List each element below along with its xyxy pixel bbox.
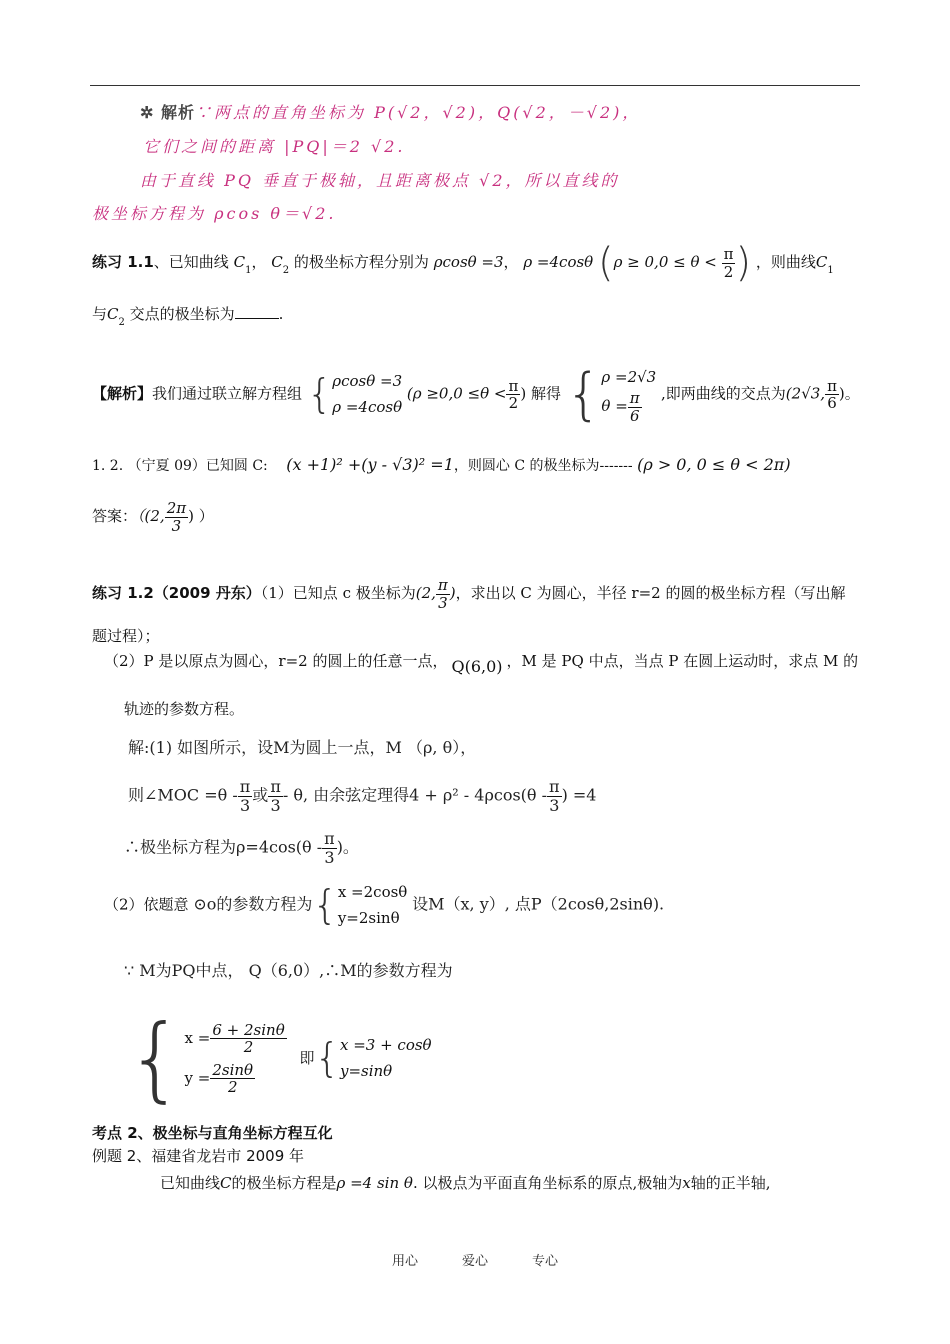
analysis-lead: ✲ 解析 — [140, 103, 195, 122]
parametric-system: { x = $\frac{6 + 2\sin\theta}{2}$ y = $\frac{2\sin\theta}{2}$ 即{ x =3 + cosθ y=sinθ — [126, 1005, 432, 1112]
solution-1-2-line-2: 则∠MOC =θ - $\frac{\pi}{3}$ 或 $\frac{\pi}{3}$ - θ, 由余弦定理得4 + ρ² - 4ρcos(θ - $\frac{\pi}{3}$ ) =4 — [128, 777, 597, 815]
exercise-1-1-cont: 与$C_2$ 交点的极坐标为 . — [92, 305, 284, 328]
solution-1-2-line-5: ∵ M为PQ中点， Q（6,0）,∴M的参数方程为 — [124, 961, 453, 980]
footer: 用心 爱心 专心 — [391, 1254, 559, 1269]
answer-line: 答案：（(2, $\frac{2\pi}{3}$ ) ） — [92, 499, 214, 535]
answer-blank — [235, 318, 279, 319]
analysis-line-2: 它们之间的距离 |PQ|＝2 √2. — [143, 137, 406, 156]
solution-1-2-part2: （2）依题意 ⊙o的参数方程为{ x =2cosθ y=2sinθ 设M（x, y）, 点P（2cosθ,2sinθ). — [104, 882, 665, 929]
exercise-1-1: 练习 1.1、已知曲线 $C_1$， $C_2$ 的极坐标方程分别为 ρcosθ =3， ρ =4cosθ (ρ ≥ 0,0 ≤ θ < $\frac{\pi}{2}$ ) ，则曲线$C_1$ — [92, 240, 834, 286]
solution-1-2-line-3: ∴极坐标方程为ρ=4cos(θ - $\frac{\pi}{3}$ )。 — [124, 829, 359, 867]
exercise-1-2-ningxia: 1. 2. （宁夏 09）已知圆 C: (x +1)² +(y - √3)² =1，则圆心 C 的极坐标为------- (ρ > 0, 0 ≤ θ < 2π) — [92, 455, 791, 474]
exercise-1-2-part2: （2）P 是以原点为圆心，r=2 的圆上的任意一点， Q(6,0) ，M 是 PQ 中点，当点 P 在圆上运动时，求点 M 的 — [104, 652, 859, 676]
section-title: 考点 2、极坐标与直角坐标方程互化 — [92, 1124, 333, 1142]
solution-1-1: 【解析】我们通过联立解方程组 { ρcosθ =3 ρ =4cosθ (ρ ≥0,0 ≤θ < $\frac{\pi}{2}$ ) 解得 { ρ =2√3 θ = $\frac{\pi}{6}$ ,即两曲线的交点为(2√3, $\frac{\pi}{6}$ )。 — [92, 362, 860, 427]
exercise-1-2: 练习 1.2（2009 丹东）（1）已知点 c 极坐标为(2, $\frac{\pi}{3}$ )，求出以 C 为圆心，半径 r=2 的圆的极坐标方程（写出解 — [92, 576, 846, 612]
exercise-1-2-part2-cont: 轨迹的参数方程。 — [124, 700, 245, 718]
exercise-1-2-cont: 题过程）； — [92, 627, 160, 645]
analysis-line-3: 由于直线 PQ 垂直于极轴，且距离极点 √2，所以直线的 — [140, 171, 620, 190]
analysis-line-1: ✲ 解析∵两点的直角坐标为 P(√2，√2)，Q(√2，－√2)， — [140, 103, 642, 122]
header-rule — [90, 85, 860, 86]
analysis-line-4: 极坐标方程为 ρcos θ＝√2. — [92, 204, 337, 223]
solution-1-2-line-1: 解:(1) 如图所示，设M为圆上一点，M （ρ, θ）， — [128, 738, 477, 757]
example-text: 已知曲线C的极坐标方程是ρ =4 sin θ. 以极点为平面直角坐标系的原点,极轴为x轴的正半轴, — [160, 1174, 771, 1192]
example-title: 例题 2、福建省龙岩市 2009 年 — [92, 1147, 305, 1165]
